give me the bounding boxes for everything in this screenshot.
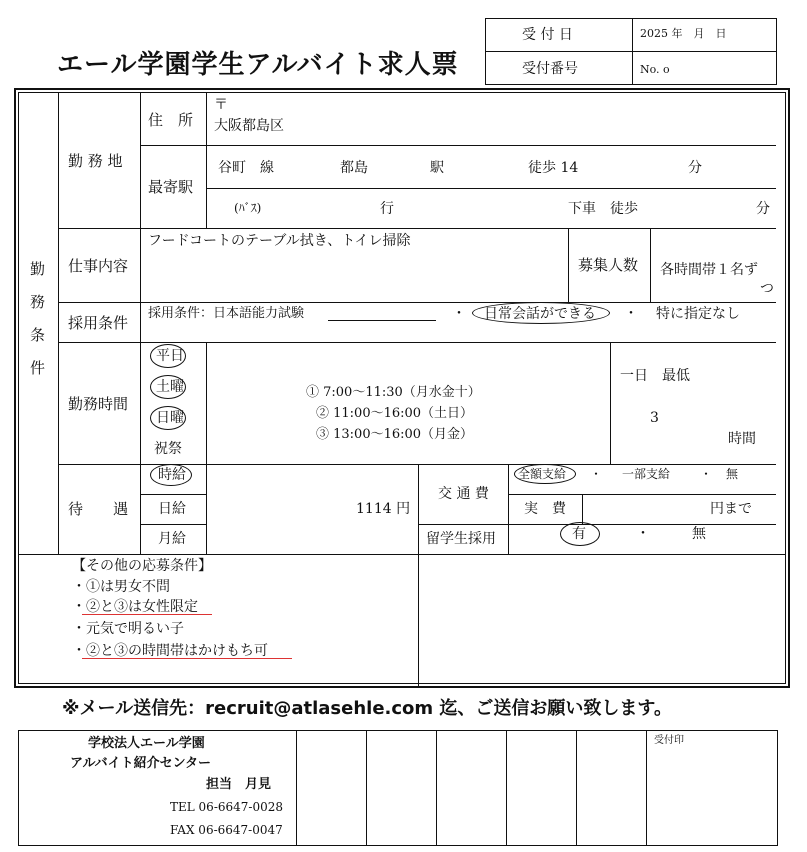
other-item-1: ・①は男女不問 [72, 579, 170, 595]
other-item-2-underline [82, 614, 212, 615]
job-label: 仕事内容 [68, 257, 129, 275]
day-weekday: 平日 [156, 348, 184, 364]
min-hours-value: 3 [650, 410, 659, 426]
hiring-option-none: 特に指定なし [656, 306, 740, 322]
bus-walk-unit: 分 [756, 201, 770, 217]
hiring-label: 採用条件 [68, 314, 129, 332]
recruit-label: 募集人数 [578, 256, 639, 274]
transport-full: 全額支給 [518, 467, 567, 481]
transport-partial: 一部支給 [622, 467, 671, 481]
other-heading: 【その他の応募条件】 [72, 558, 212, 574]
receipt-date-value: 2025 年 月 日 [640, 27, 727, 40]
intl-dot: ・ [636, 526, 650, 542]
bus-stop-walk: 下車 徒歩 [568, 201, 638, 217]
intl-no: 無 [692, 526, 706, 542]
address-label: 住 所 [148, 111, 194, 129]
footer-stamp-label: 受付印 [654, 735, 684, 746]
shift-3: ③ 13:00〜16:00（月金） [316, 427, 474, 442]
transport-none: 無 [726, 467, 739, 481]
station-label: 最寄駅 [148, 178, 194, 196]
walk-minutes: 徒歩 14 [528, 160, 579, 176]
pay-daily: 日給 [158, 501, 186, 517]
footer-org: 学校法人エール学園 [88, 736, 205, 751]
day-holiday: 祝祭 [154, 441, 182, 457]
hiring-prefix: 採用条件：日本語能力試験 [148, 306, 305, 321]
day-saturday: 土曜 [156, 379, 184, 395]
min-hours-label: 一日 最低 [620, 368, 690, 384]
intl-label: 留学生採用 [426, 531, 496, 547]
receipt-number-label: 受付番号 [522, 61, 578, 77]
actual-cost-label: 実 費 [524, 501, 566, 517]
bus-label: (ﾊﾞｽ) [234, 201, 262, 215]
bus-dest-suffix: 行 [380, 201, 394, 217]
station-line: 谷町 線 [218, 160, 274, 176]
postal-mark: 〒 [214, 97, 228, 113]
min-hours-unit: 時間 [728, 431, 756, 447]
day-sunday: 日曜 [156, 410, 184, 426]
pay-monthly: 月給 [158, 531, 186, 547]
transport-dot-1: ・ [590, 467, 603, 481]
email-notice: ※メール送信先：recruit@atlasehle.com 迄、ご送信お願い致します。 [62, 698, 672, 719]
side-label-work-conditions: 勤 務 条 件 [30, 260, 46, 377]
other-item-4-underline [82, 658, 292, 659]
workplace-label: 勤 務 地 [68, 152, 123, 170]
footer-center: アルバイト紹介センター [70, 756, 212, 771]
shift-2: ② 11:00〜16:00（土日） [316, 406, 474, 421]
hours-label: 勤務時間 [68, 395, 129, 413]
footer-fax: FAX 06-6647-0047 [170, 823, 283, 837]
footer-tel: TEL 06-6647-0028 [170, 800, 284, 814]
station-name: 都島 [340, 160, 368, 176]
hiring-dot-2: ・ [624, 306, 638, 322]
station-suffix: 駅 [430, 160, 444, 176]
pay-amount: 1114 円 [356, 501, 411, 517]
other-item-4: ・②と③の時間帯はかけもち可 [72, 643, 268, 659]
transport-label: 交 通 費 [438, 486, 489, 502]
recruit-value-cont: つ [760, 281, 774, 297]
actual-cost-value: 円まで [710, 501, 752, 517]
hiring-option-conversation: 日常会話ができる [484, 306, 596, 322]
footer-staff: 担当 月見 [206, 777, 272, 792]
walk-unit: 分 [688, 160, 702, 176]
hiring-dot-1: ・ [452, 306, 466, 322]
receipt-date-label: 受 付 日 [522, 27, 573, 43]
transport-dot-2: ・ [700, 467, 713, 481]
pay-hourly: 時給 [158, 467, 186, 483]
recruit-value: 各時間帯１名ず [660, 262, 758, 278]
other-item-3: ・元気で明るい子 [72, 621, 184, 637]
page-title: エール学園学生アルバイト求人票 [57, 50, 459, 80]
receipt-number-value: No. o [640, 63, 670, 76]
job-content: フードコートのテーブル拭き、トイレ掃除 [148, 233, 411, 249]
shift-1: ① 7:00〜11:30（月水金十） [306, 385, 481, 400]
address-value: 大阪都島区 [214, 118, 284, 134]
other-item-2: ・②と③は女性限定 [72, 599, 198, 615]
pay-label: 待 遇 [68, 500, 129, 518]
intl-yes: 有 [572, 526, 586, 542]
